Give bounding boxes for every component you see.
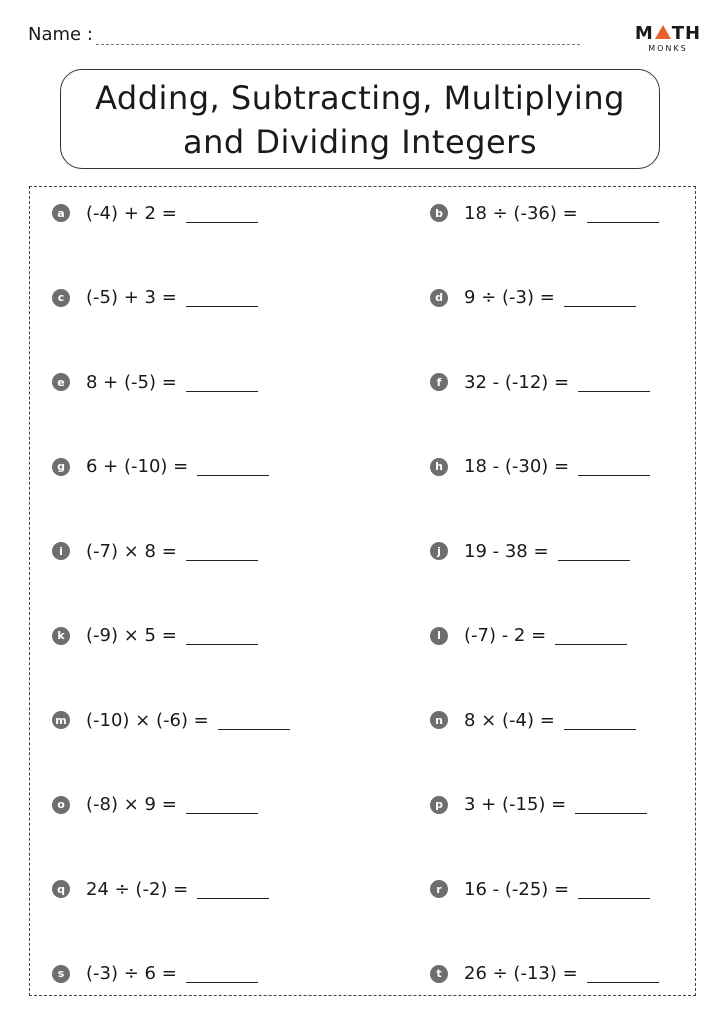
logo-text-left: M [634,23,654,44]
problem-letter-badge: q [52,880,70,898]
answer-blank[interactable] [564,288,636,307]
problem-item [430,283,636,313]
logo-subtext: MONKS [648,44,688,53]
problem-item [52,536,258,566]
problem-expression: 24 ÷ (-2) = [86,878,189,900]
problem-expression: 8 + (-5) = [86,371,177,393]
problem-letter-badge: o [52,796,70,814]
problem-expression: 18 ÷ (-36) = [464,202,578,224]
logo-wordmark [634,24,702,44]
problem-letter-badge: d [430,289,448,307]
problem-letter-badge: b [430,204,448,222]
name-input-line[interactable] [96,44,580,45]
problem-letter-badge: g [52,458,70,476]
problem-expression: (-9) × 5 = [86,625,177,646]
problem-letter-badge: r [430,880,448,898]
problem-letter-badge: e [52,373,70,391]
problem-item [52,367,258,397]
problem-letter-badge: c [52,289,70,307]
answer-blank[interactable] [197,880,269,899]
problem-item [430,452,650,482]
problem-letter-badge: l [430,627,448,645]
problem-item [430,621,627,651]
problem-item [52,452,269,482]
problem-item [430,198,659,228]
worksheet-header [0,0,724,60]
problem-item [52,874,269,904]
problem-item [52,959,258,989]
title-line-2: and Dividing Integers [183,123,537,161]
problem-expression: (-4) + 2 = [86,202,177,224]
answer-blank[interactable] [186,288,258,307]
problem-expression: 18 - (-30) = [464,456,570,477]
answer-blank[interactable] [186,542,258,561]
answer-blank[interactable] [575,795,647,814]
problem-item [52,198,258,228]
name-label: Name : [28,24,93,45]
problem-expression: 3 + (-15) = [464,794,567,815]
logo-text-right: TH [671,23,702,44]
problem-letter-badge: j [430,542,448,560]
answer-blank[interactable] [186,795,258,814]
problem-letter-badge: h [430,458,448,476]
answer-blank[interactable] [587,964,659,983]
problem-item [430,367,650,397]
answer-blank[interactable] [555,626,627,645]
title-line-1: Adding, Subtracting, Multiplying [95,79,625,117]
logo-triangle-icon [655,25,671,39]
answer-blank[interactable] [578,880,650,899]
problem-item [430,705,636,735]
problem-item [52,283,258,313]
answer-blank[interactable] [186,626,258,645]
answer-blank[interactable] [578,457,650,476]
problem-letter-badge: k [52,627,70,645]
answer-blank[interactable] [564,711,636,730]
problem-letter-badge: a [52,204,70,222]
problem-expression: 16 - (-25) = [464,878,570,900]
problem-expression: 8 × (-4) = [464,709,555,731]
worksheet-title-box [60,69,660,169]
problem-item [430,790,647,820]
problem-letter-badge: i [52,542,70,560]
problem-item [430,536,630,566]
problem-expression: (-7) × 8 = [86,540,177,562]
answer-blank[interactable] [186,204,258,223]
problems-container [29,186,696,996]
problem-letter-badge: n [430,711,448,729]
problem-item [52,705,290,735]
problem-letter-badge: s [52,965,70,983]
problem-expression: 26 ÷ (-13) = [464,963,578,984]
problem-item [430,874,650,904]
answer-blank[interactable] [587,204,659,223]
problem-letter-badge: f [430,373,448,391]
problem-expression: (-3) ÷ 6 = [86,963,177,984]
problem-expression: (-5) + 3 = [86,287,177,308]
problem-letter-badge: m [52,711,70,729]
problem-expression: 19 - 38 = [464,540,549,562]
problem-expression: 6 + (-10) = [86,456,189,477]
problem-expression: (-10) × (-6) = [86,709,209,731]
problem-expression: (-8) × 9 = [86,794,177,815]
problem-item [430,959,659,989]
answer-blank[interactable] [186,373,258,392]
problem-letter-badge: t [430,965,448,983]
problem-item [52,790,258,820]
problem-expression: (-7) - 2 = [464,625,547,646]
problem-item [52,621,258,651]
problem-expression: 9 ÷ (-3) = [464,287,555,308]
answer-blank[interactable] [578,373,650,392]
answer-blank[interactable] [218,711,290,730]
answer-blank[interactable] [186,964,258,983]
answer-blank[interactable] [558,542,630,561]
problem-expression: 32 - (-12) = [464,371,570,393]
math-monks-logo [634,24,702,54]
answer-blank[interactable] [197,457,269,476]
problem-letter-badge: p [430,796,448,814]
